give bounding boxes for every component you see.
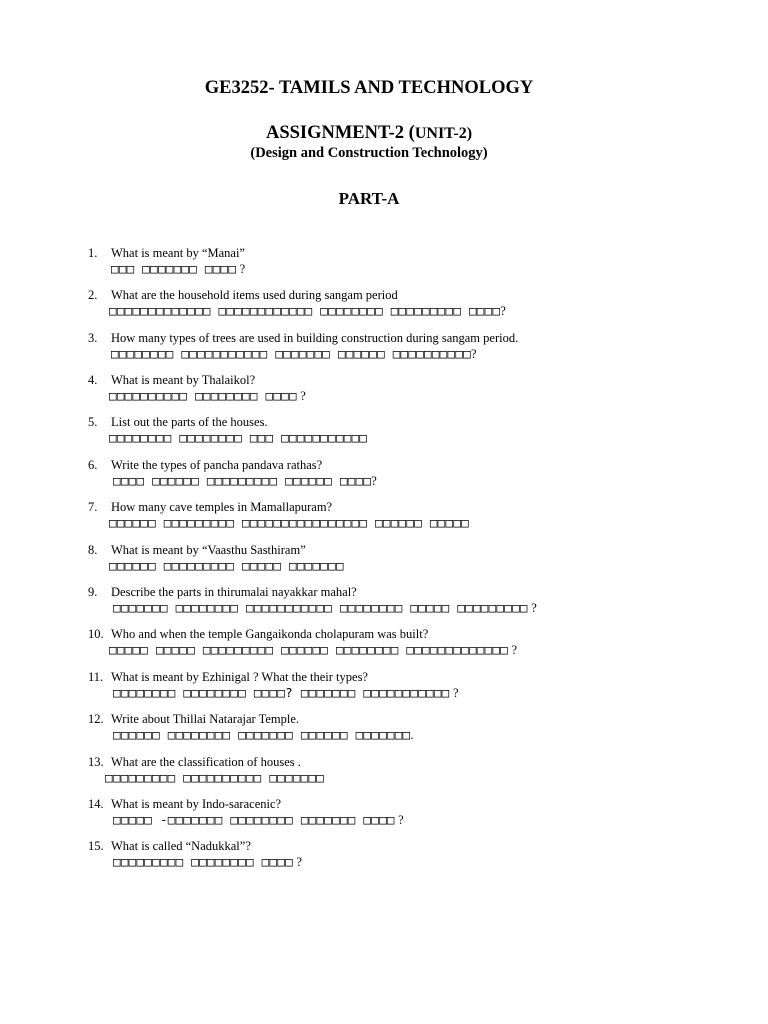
question-tamil-suffix: ?: [527, 601, 538, 615]
assignment-main: ASSIGNMENT-2 (: [265, 123, 415, 143]
question-item: [0, 246, 768, 286]
question-item: [0, 585, 768, 625]
question-tamil: [113, 600, 537, 616]
question-number: 13.: [88, 755, 104, 769]
question-number: 6.: [88, 458, 98, 472]
question-english: Who and when the temple Gangaikonda cholapuram was built?: [111, 627, 429, 641]
question-number: 5.: [88, 415, 98, 429]
question-tamil-text: □□□□□□ □□□□□□□□□ □□□□□□□□□□□□□□□□ □□□□□□ □□□□□: [109, 515, 469, 530]
question-item: [0, 373, 768, 413]
question-english: What are the classification of houses .: [111, 755, 301, 769]
question-tamil: [113, 473, 377, 489]
question-item: [0, 543, 768, 583]
question-number: 2.: [88, 288, 98, 302]
question-number: 1.: [88, 246, 98, 260]
question-tamil-text: □□□□□□□□□ □□□□□□□□□□ □□□□□□□: [105, 770, 325, 785]
question-tamil-suffix: ?: [508, 643, 518, 657]
part-heading: PART-A: [338, 189, 400, 208]
question-item: [0, 627, 768, 667]
question-item: [0, 415, 768, 455]
question-tamil: [105, 770, 324, 786]
question-tamil: [109, 430, 367, 446]
question-english: What is meant by “Manai”: [111, 246, 245, 260]
question-english: What are the household items used during sangam period: [111, 288, 398, 302]
assignment-unit: UNIT-2): [414, 125, 473, 142]
question-item: [0, 288, 768, 328]
question-tamil-text: □□□ □□□□□□□ □□□□: [111, 261, 237, 276]
question-tamil-text: □□□□□□□□ □□□□□□□□ □□□□? □□□□□□□ □□□□□□□□□□□: [113, 685, 450, 700]
question-tamil: [111, 261, 246, 277]
question-tamil: [113, 727, 414, 743]
question-number: 12.: [88, 712, 104, 726]
question-tamil: [109, 642, 517, 658]
question-tamil-text: □□□□□ □□□□□ □□□□□□□□□ □□□□□□ □□□□□□□□ □□□□□□□□□□□□□: [109, 642, 509, 657]
question-item: [0, 839, 768, 879]
question-item: [0, 500, 768, 540]
question-english: List out the parts of the houses.: [111, 415, 268, 429]
question-tamil-text: □□□□ □□□□□□ □□□□□□□□□ □□□□□□ □□□□: [113, 473, 372, 488]
assignment-title: [0, 123, 738, 144]
question-english: Write the types of pancha pandava rathas?: [111, 458, 323, 472]
question-tamil-suffix: ?: [470, 347, 477, 361]
question-item: [0, 755, 768, 795]
question-tamil: [113, 685, 459, 701]
question-tamil: [113, 854, 302, 870]
question-tamil-text: □□□□□□□□ □□□□□□□□ □□□ □□□□□□□□□□□: [109, 430, 368, 445]
question-tamil: [113, 812, 404, 828]
question-number: 9.: [88, 585, 98, 599]
question-tamil: [111, 346, 477, 362]
question-number: 15.: [88, 839, 104, 853]
question-tamil-suffix: .: [410, 728, 414, 742]
question-number: 8.: [88, 543, 98, 557]
question-tamil-text: □□□□□□ □□□□□□□□□ □□□□□ □□□□□□□: [109, 558, 344, 573]
question-tamil-text: □□□□□□□□□□ □□□□□□□□ □□□□: [109, 388, 297, 403]
question-tamil-suffix: ?: [394, 813, 405, 827]
question-tamil-suffix: ?: [500, 304, 507, 318]
question-item: [0, 712, 768, 752]
question-number: 11.: [88, 670, 104, 684]
question-tamil-text: □□□□□□□ □□□□□□□□ □□□□□□□□□□□ □□□□□□□□ □□□□□ □□□□□□□□□: [113, 600, 528, 615]
question-english: What is called “Nadukkal”?: [111, 839, 251, 853]
question-english: Describe the parts in thirumalai nayakkar mahal?: [111, 585, 357, 599]
question-tamil: [109, 558, 344, 574]
question-tamil-text: □□□□□□ □□□□□□□□ □□□□□□□ □□□□□□ □□□□□□□: [113, 727, 411, 742]
question-english: What is meant by “Vaasthu Sasthiram”: [111, 543, 306, 557]
question-tamil: [109, 388, 306, 404]
question-tamil-text: □□□□□□□□□□□□□ □□□□□□□□□□□□ □□□□□□□□ □□□□□□□□□ □□□□: [109, 303, 501, 318]
question-item: [0, 458, 768, 498]
question-english: How many types of trees are used in building construction during sangam period.: [111, 331, 519, 345]
question-number: 14.: [88, 797, 104, 811]
question-tamil-text: □□□□□□□□□ □□□□□□□□ □□□□: [113, 854, 293, 869]
question-english: What is meant by Indo-saracenic?: [111, 797, 282, 811]
course-title: GE3252- TAMILS AND TECHNOLOGY: [204, 78, 534, 98]
question-item: [0, 797, 768, 837]
question-tamil-suffix: ?: [236, 262, 246, 276]
question-tamil-suffix: ?: [293, 855, 303, 869]
question-tamil: [109, 515, 469, 531]
question-english: How many cave temples in Mamallapuram?: [111, 500, 333, 514]
question-tamil-suffix: ?: [371, 474, 378, 488]
question-tamil-suffix: ?: [449, 686, 459, 700]
question-tamil-suffix: ?: [296, 389, 307, 403]
question-tamil-text: □□□□□ -□□□□□□□ □□□□□□□□ □□□□□□□ □□□□: [113, 812, 395, 827]
question-number: 7.: [88, 500, 98, 514]
question-number: 4.: [88, 373, 98, 387]
question-english: Write about Thillai Natarajar Temple.: [111, 712, 300, 726]
question-english: What is meant by Ezhinigal ? What the their types?: [111, 670, 368, 684]
assignment-subtitle: (Design and Construction Technology): [250, 145, 488, 161]
question-tamil: [109, 303, 506, 319]
question-number: 10.: [88, 627, 104, 641]
question-item: [0, 331, 768, 371]
question-number: 3.: [88, 331, 98, 345]
question-english: What is meant by Thalaikol?: [111, 373, 256, 387]
question-tamil-text: □□□□□□□□ □□□□□□□□□□□ □□□□□□□ □□□□□□ □□□□□□□□□□: [111, 346, 471, 361]
question-item: [0, 670, 768, 710]
